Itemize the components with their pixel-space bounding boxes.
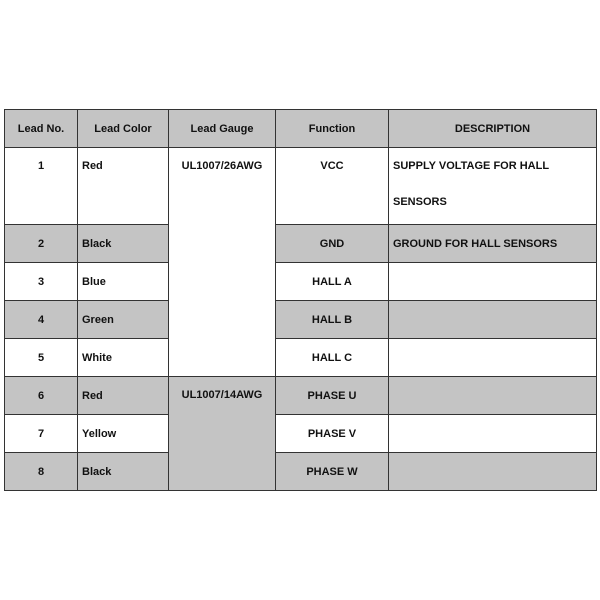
table-row: [5, 415, 597, 453]
header-lead-no: Lead No.: [5, 110, 78, 148]
table-row: [5, 301, 597, 339]
lead-color-cell: Black: [78, 225, 169, 263]
table-row: [5, 339, 597, 377]
function-cell: HALL A: [276, 263, 389, 301]
lead-no-cell: 4: [5, 301, 78, 339]
lead-color-cell: Red: [78, 377, 169, 415]
description-cell: [389, 301, 597, 339]
description-cell: [389, 415, 597, 453]
table-row: [5, 225, 597, 263]
description-cell: [389, 339, 597, 377]
header-description: DESCRIPTION: [389, 110, 597, 148]
table-row: [5, 148, 597, 225]
lead-color-cell: Blue: [78, 263, 169, 301]
function-cell: PHASE W: [276, 453, 389, 491]
description-cell: GROUND FOR HALL SENSORS: [389, 225, 597, 263]
header-lead-color: Lead Color: [78, 110, 169, 148]
lead-color-cell: Red: [78, 148, 169, 225]
table-row: [5, 263, 597, 301]
lead-color-cell: White: [78, 339, 169, 377]
function-cell: HALL C: [276, 339, 389, 377]
header-lead-gauge: Lead Gauge: [169, 110, 276, 148]
function-cell: PHASE U: [276, 377, 389, 415]
lead-no-cell: 5: [5, 339, 78, 377]
description-cell: [389, 377, 597, 415]
description-cell: SUPPLY VOLTAGE FOR HALL SENSORS: [389, 148, 597, 225]
lead-no-cell: 7: [5, 415, 78, 453]
lead-color-cell: Yellow: [78, 415, 169, 453]
lead-no-cell: 1: [5, 148, 78, 225]
header-function: Function: [276, 110, 389, 148]
function-cell: VCC: [276, 148, 389, 225]
lead-no-cell: 8: [5, 453, 78, 491]
function-cell: GND: [276, 225, 389, 263]
lead-color-cell: Green: [78, 301, 169, 339]
function-cell: HALL B: [276, 301, 389, 339]
lead-gauge-cell: UL1007/14AWG: [169, 377, 276, 491]
header-row: [5, 110, 597, 148]
lead-no-cell: 3: [5, 263, 78, 301]
lead-no-cell: 2: [5, 225, 78, 263]
description-cell: [389, 453, 597, 491]
lead-no-cell: 6: [5, 377, 78, 415]
description-cell: [389, 263, 597, 301]
lead-gauge-cell: UL1007/26AWG: [169, 148, 276, 377]
lead-wire-table: [4, 109, 597, 491]
table-row: [5, 453, 597, 491]
lead-color-cell: Black: [78, 453, 169, 491]
function-cell: PHASE V: [276, 415, 389, 453]
table-row: [5, 377, 597, 415]
